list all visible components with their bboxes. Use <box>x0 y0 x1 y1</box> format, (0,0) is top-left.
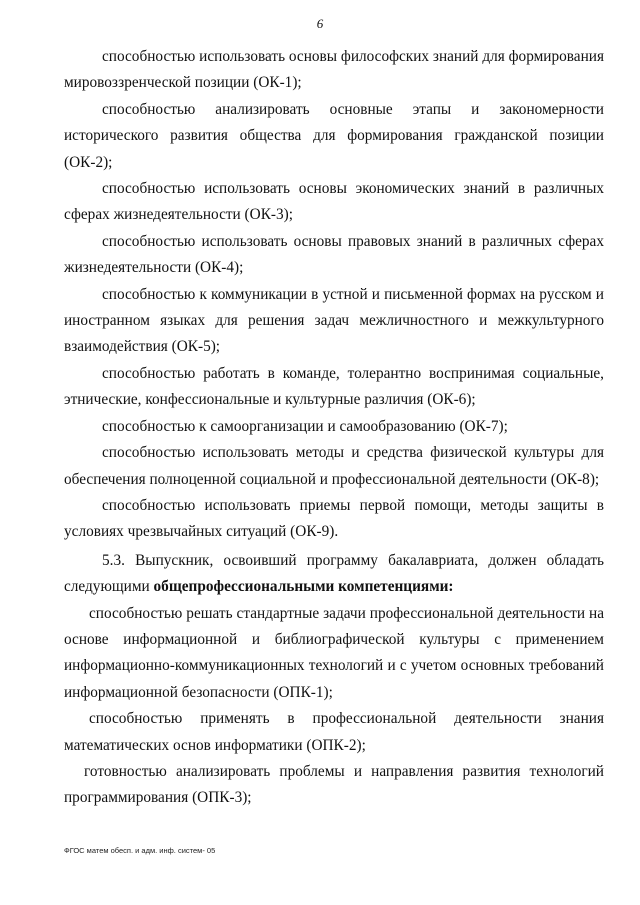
competency-opk-1: способностью решать стандартные задачи профессиональной деятельности на основе информационной и библиографической культуры с применением информационно-коммуникационных технологий и с учетом основных требований информационной безопасности (ОПК-1); <box>64 604 604 701</box>
competency-ok-5: способностью к коммуникации в устной и письменной формах на русском и иностранном языках для решения задач межличностного и межкультурного взаимодействия (ОК-5); <box>64 285 604 356</box>
document-body <box>64 44 604 812</box>
competency-opk-3: готовностью анализировать проблемы и направления развития технологий программирования (ОПК-3); <box>64 762 604 807</box>
competency-ok-1: способностью использовать основы философских знаний для формирования мировоззренческой позиции (ОК-1); <box>64 48 604 92</box>
page-number: 6 <box>316 16 324 31</box>
competency-ok-3: способностью использовать основы экономических знаний в различных сферах жизнедеятельности (ОК-3); <box>64 180 604 224</box>
section-emphasis: общепрофессиональными компетенциями: <box>153 578 454 596</box>
section-lead-text: 5.3. Выпускник, освоивший программу бакалавриата, должен обладать следующими <box>64 551 604 596</box>
competency-ok-9: способностью использовать приемы первой помощи, методы защиты в условиях чрезвычайных ситуаций (ОК-9). <box>64 496 604 541</box>
competency-ok-8: способностью использовать методы и средства физической культуры для обеспечения полноценной социальной и профессиональной деятельности (ОК-8); <box>64 444 604 488</box>
competency-ok-6: способностью работать в команде, толерантно воспринимая социальные, этнические, конфессиональные и культурные различия (ОК-6); <box>64 364 604 409</box>
section-5-3-heading <box>64 548 604 601</box>
competency-ok-4: способностью использовать основы правовых знаний в различных сферах жизнедеятельности (ОК-4); <box>64 232 604 277</box>
competency-opk-2: способностью применять в профессиональной деятельности знания математических основ информатики (ОПК-2); <box>64 710 604 754</box>
page-footer: ФГОС матем обесп. и адм. инф. систем- 05 <box>64 846 216 855</box>
competency-ok-2: способностью анализировать основные этапы и закономерности исторического развития общества для формирования гражданской позиции (ОК-2); <box>64 100 604 171</box>
competency-ok-7: способностью к самоорганизации и самообразованию (ОК-7); <box>102 417 508 435</box>
